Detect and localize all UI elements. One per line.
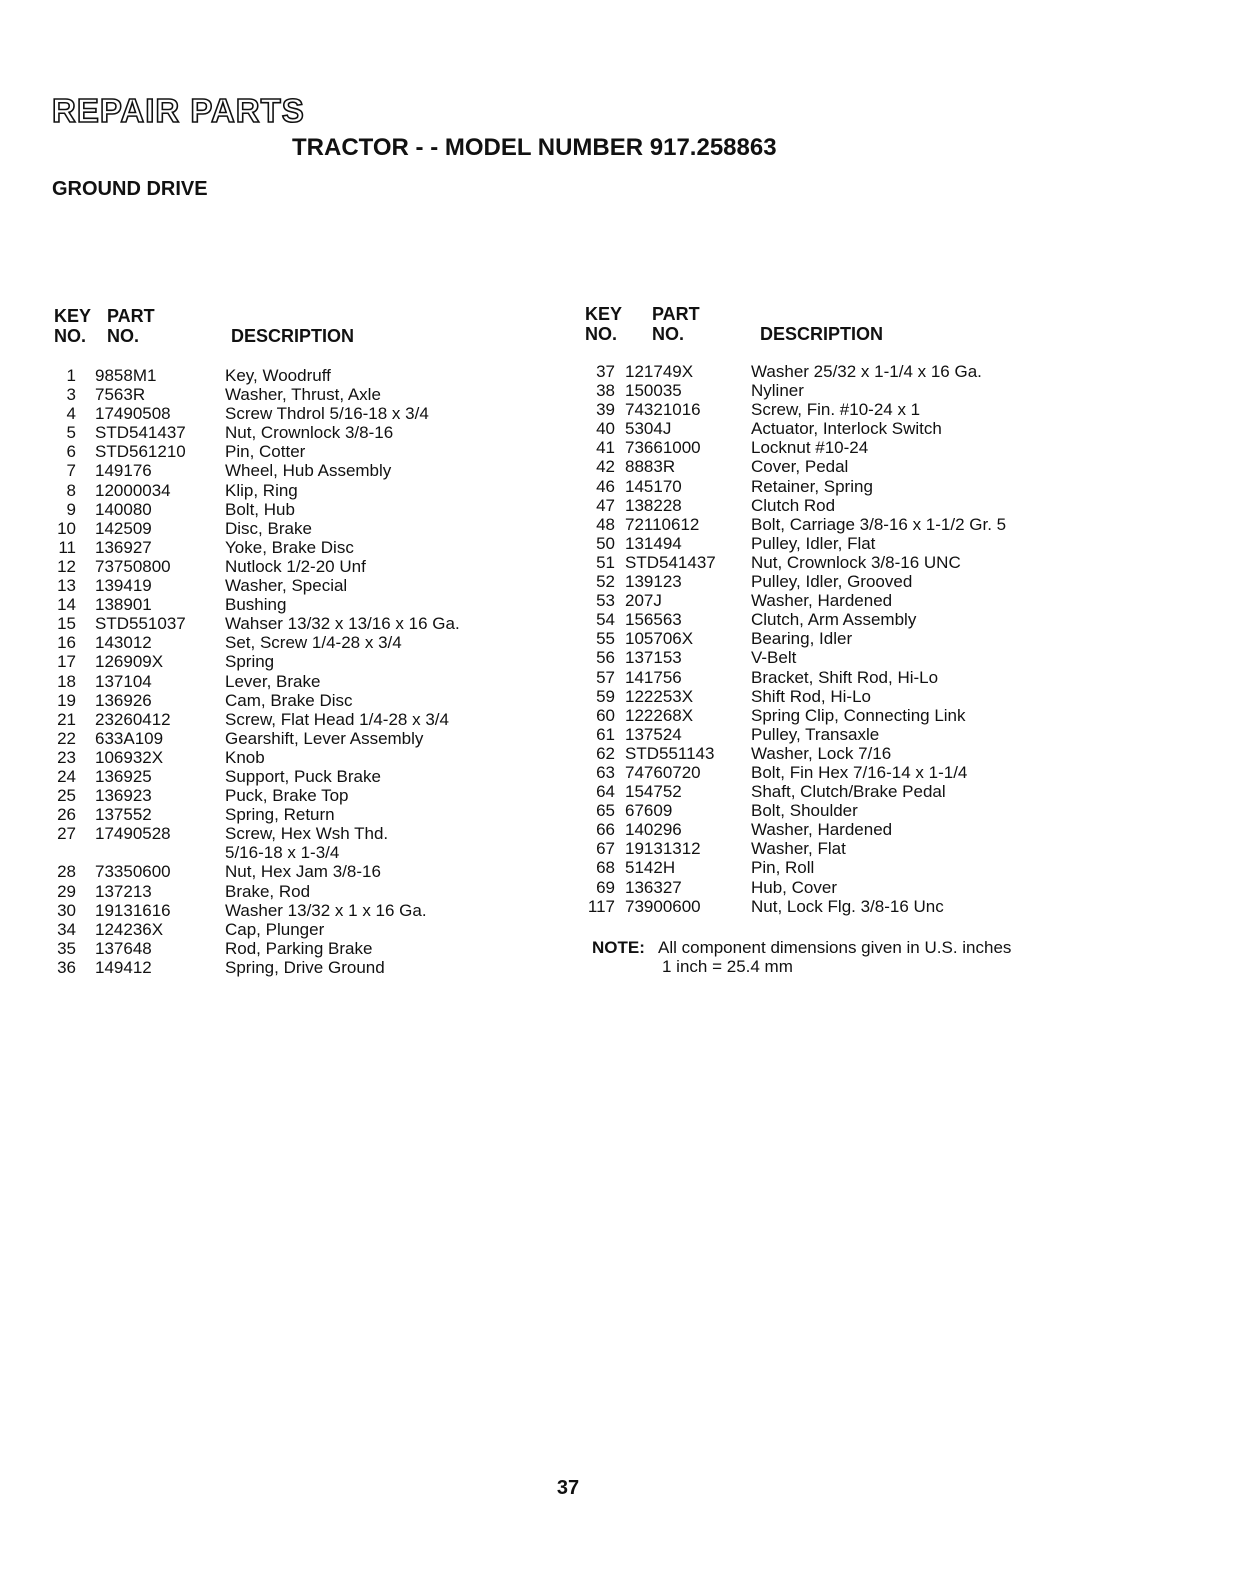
part-number: 17490508: [95, 404, 171, 424]
section-title: GROUND DRIVE: [52, 178, 208, 200]
part-description: Bolt, Hub: [225, 499, 295, 519]
part-number: 5142H: [625, 858, 676, 878]
part-description: Clutch Rod: [751, 495, 836, 515]
part-number: 139419: [95, 576, 152, 596]
part-row: [583, 629, 1006, 648]
part-row: [583, 706, 1006, 725]
part-description: Bolt, Fin Hex 7/16-14 x 1-1/4: [751, 762, 968, 782]
part-description: Support, Puck Brake: [225, 766, 381, 786]
part-row: [583, 515, 1006, 534]
part-number: 19131616: [95, 900, 171, 920]
key-number: 16: [57, 633, 76, 653]
part-description: Spring Clip, Connecting Link: [751, 705, 966, 725]
part-number: 67609: [625, 801, 673, 821]
key-number: 23: [57, 747, 76, 767]
part-number: 137552: [95, 805, 152, 825]
key-number: 34: [57, 919, 76, 939]
part-number: STD551143: [625, 743, 715, 763]
key-number: 14: [57, 595, 76, 615]
key-number: 4: [66, 404, 76, 424]
right-parts-list: [583, 362, 1006, 916]
part-number: 19131312: [625, 839, 701, 859]
part-description: Set, Screw 1/4-28 x 3/4: [225, 633, 402, 653]
part-description: Knob: [225, 747, 265, 767]
part-description: Spring: [225, 652, 275, 672]
part-description: Pulley, Transaxle: [751, 724, 880, 744]
part-description: Pin, Roll: [751, 858, 815, 878]
part-row: [50, 920, 460, 939]
part-number: 136327: [625, 877, 682, 897]
part-description: Nut, Crownlock 3/8-16: [225, 423, 394, 443]
part-number: 72110612: [625, 514, 700, 534]
part-description: Cap, Plunger: [225, 919, 325, 939]
part-description: Rod, Parking Brake: [225, 938, 373, 958]
part-description: Nyliner: [751, 381, 804, 401]
page-title: REPAIR PARTS: [52, 92, 305, 129]
key-number: 63: [596, 762, 615, 782]
key-number: 62: [596, 743, 615, 763]
part-row: [583, 591, 1006, 610]
part-row: [50, 442, 460, 461]
part-row: [583, 878, 1006, 897]
note-label: NOTE:: [592, 938, 645, 957]
part-description: Bolt, Shoulder: [751, 801, 858, 821]
part-row: [50, 519, 460, 538]
part-row: [50, 614, 460, 633]
key-number: 19: [57, 690, 76, 710]
part-description: Spring, Return: [225, 805, 335, 825]
part-description: Bearing, Idler: [751, 629, 853, 649]
part-row: [583, 858, 1006, 877]
part-number: 74321016: [625, 400, 701, 420]
key-number: 17: [57, 652, 76, 672]
part-description: Wheel, Hub Assembly: [225, 461, 392, 481]
part-row: [50, 748, 460, 767]
part-row: [50, 633, 460, 652]
key-number: 36: [57, 957, 76, 977]
part-row: [583, 477, 1006, 496]
key-number: [50, 843, 76, 862]
part-number: 74760720: [625, 762, 701, 782]
note: [592, 938, 1011, 976]
part-row: [50, 538, 460, 557]
part-description: Washer 13/32 x 1 x 16 Ga.: [225, 900, 427, 920]
part-row: [50, 882, 460, 901]
key-number: 22: [57, 728, 76, 748]
key-number: 61: [596, 724, 615, 744]
part-number: 140296: [625, 820, 682, 840]
part-row: [583, 820, 1006, 839]
part-number: 73350600: [95, 862, 171, 882]
key-number: 53: [596, 591, 615, 611]
part-number: 136926: [95, 690, 152, 710]
part-description: Bolt, Carriage 3/8-16 x 1-1/2 Gr. 5: [751, 514, 1007, 534]
key-number: 57: [596, 667, 615, 687]
part-row: [583, 553, 1006, 572]
key-number: 25: [57, 786, 76, 806]
part-row: [50, 691, 460, 710]
part-description: Washer, Special: [225, 576, 348, 596]
part-number: 137153: [625, 648, 682, 668]
part-description: Gearshift, Lever Assembly: [225, 728, 424, 748]
key-number: 5: [66, 423, 76, 443]
part-row: [583, 381, 1006, 400]
key-number: 9: [66, 499, 76, 519]
part-row: [50, 385, 460, 404]
key-number: 51: [596, 552, 615, 572]
part-description: Cam, Brake Disc: [225, 690, 353, 710]
part-description: Yoke, Brake Disc: [225, 537, 354, 557]
part-number: 124236X: [95, 919, 164, 939]
key-number: 69: [596, 877, 615, 897]
key-number: 10: [57, 518, 76, 538]
part-row: [583, 897, 1006, 916]
part-row: [50, 576, 460, 595]
part-number: 136923: [95, 786, 152, 806]
part-number: 145170: [625, 476, 682, 496]
part-row: [583, 496, 1006, 515]
key-number: 37: [596, 362, 615, 381]
key-number: 41: [596, 438, 615, 458]
part-number: 149176: [95, 461, 152, 481]
part-number: 105706X: [625, 629, 694, 649]
key-number: 6: [66, 442, 76, 462]
part-row: [50, 481, 460, 500]
part-row: [583, 534, 1006, 553]
left-key-header: KEY NO.: [54, 306, 92, 346]
part-number: 121749X: [625, 362, 694, 381]
part-row: [50, 824, 460, 843]
key-number: 28: [57, 862, 76, 882]
key-number: 29: [57, 881, 76, 901]
key-number: 47: [596, 495, 615, 515]
part-description: V-Belt: [751, 648, 797, 668]
part-row: [50, 786, 460, 805]
part-number: 12000034: [95, 480, 171, 500]
part-row: [50, 958, 460, 977]
key-number: 65: [596, 801, 615, 821]
part-number: 138228: [625, 495, 682, 515]
part-row: [583, 457, 1006, 476]
part-number: [95, 843, 225, 862]
part-row: [583, 438, 1006, 457]
key-number: 7: [66, 461, 76, 481]
part-row: [50, 901, 460, 920]
key-number: 46: [596, 476, 615, 496]
part-number: 137104: [95, 671, 152, 691]
part-description: Actuator, Interlock Switch: [751, 419, 942, 439]
key-number: 54: [596, 610, 615, 630]
part-number: 7563R: [95, 385, 146, 405]
key-number: 38: [596, 381, 615, 401]
part-description: Retainer, Spring: [751, 476, 873, 496]
part-number: 142509: [95, 518, 152, 538]
part-number: 138901: [95, 595, 152, 615]
key-number: 56: [596, 648, 615, 668]
key-number: 60: [596, 705, 615, 725]
part-description: Nut, Lock Flg. 3/8-16 Unc: [751, 896, 944, 916]
part-description: Screw, Fin. #10-24 x 1: [751, 400, 921, 420]
part-row: [583, 362, 1006, 381]
part-description: Washer, Hardened: [751, 820, 893, 840]
key-number: 52: [596, 572, 615, 592]
part-row: [583, 419, 1006, 438]
part-description: Washer, Hardened: [751, 591, 893, 611]
part-number: 149412: [95, 957, 152, 977]
note-line-1: All component dimensions given in U.S. inches: [658, 938, 1012, 957]
key-number: 42: [596, 457, 615, 477]
part-number: 139123: [625, 572, 682, 592]
part-row: [50, 710, 460, 729]
part-row: [50, 500, 460, 519]
part-description: Nutlock 1/2-20 Unf: [225, 556, 366, 576]
part-row: [50, 672, 460, 691]
part-number: 23260412: [95, 709, 171, 729]
part-row: [50, 862, 460, 881]
key-number: 67: [596, 839, 615, 859]
key-number: 68: [596, 858, 615, 878]
part-row: [583, 610, 1006, 629]
key-number: 12: [57, 556, 76, 576]
part-number: 136925: [95, 766, 152, 786]
part-number: 17490528: [95, 824, 171, 844]
part-number: STD541437: [95, 423, 186, 443]
part-description: Lever, Brake: [225, 671, 321, 691]
part-row: [583, 400, 1006, 419]
part-row: [583, 744, 1006, 763]
part-row: [583, 839, 1006, 858]
part-description: Bracket, Shift Rod, Hi-Lo: [751, 667, 939, 687]
part-number: 150035: [625, 381, 682, 401]
part-row: [583, 763, 1006, 782]
part-number: 5304J: [625, 419, 672, 439]
part-description: Klip, Ring: [225, 480, 298, 500]
key-number: 27: [57, 824, 76, 844]
part-description: Puck, Brake Top: [225, 786, 349, 806]
part-description: 5/16-18 x 1-3/4: [225, 843, 340, 863]
key-number: 50: [596, 533, 615, 553]
part-number: 140080: [95, 499, 152, 519]
part-row: [583, 572, 1006, 591]
part-number: 8883R: [625, 457, 676, 477]
part-description: Washer, Flat: [751, 839, 846, 859]
part-description: Bushing: [225, 595, 287, 615]
part-description: Shaft, Clutch/Brake Pedal: [751, 782, 946, 802]
part-number: STD551037: [95, 614, 186, 634]
part-row: [583, 725, 1006, 744]
part-description: Hub, Cover: [751, 877, 837, 897]
part-description: Washer, Thrust, Axle: [225, 385, 381, 405]
part-description: Nut, Crownlock 3/8-16 UNC: [751, 552, 961, 572]
part-description: Clutch, Arm Assembly: [751, 610, 917, 630]
part-row: [50, 843, 460, 862]
part-description: Washer, Lock 7/16: [751, 743, 892, 763]
key-number: 64: [596, 782, 615, 802]
part-row: [50, 557, 460, 576]
key-number: 40: [596, 419, 615, 439]
part-description: Pulley, Idler, Flat: [751, 533, 876, 553]
part-description: Wahser 13/32 x 13/16 x 16 Ga.: [225, 614, 460, 634]
key-number: 30: [57, 900, 76, 920]
part-number: 141756: [625, 667, 682, 687]
part-number: 143012: [95, 633, 152, 653]
part-description: Locknut #10-24: [751, 438, 869, 458]
part-number: STD561210: [95, 442, 186, 462]
part-description: Brake, Rod: [225, 881, 311, 901]
key-number: 26: [57, 805, 76, 825]
right-description-header: DESCRIPTION: [760, 324, 884, 344]
part-description: Screw, Flat Head 1/4-28 x 3/4: [225, 709, 449, 729]
key-number: 35: [57, 938, 76, 958]
part-row: [50, 652, 460, 671]
part-row: [50, 404, 460, 423]
part-row: [50, 805, 460, 824]
part-row: [50, 767, 460, 786]
part-description: Shift Rod, Hi-Lo: [751, 686, 871, 706]
key-number: 11: [58, 537, 76, 557]
part-number: 207J: [625, 591, 662, 611]
part-description: Washer 25/32 x 1-1/4 x 16 Ga.: [751, 362, 982, 381]
key-number: 117: [587, 896, 615, 916]
part-number: 126909X: [95, 652, 164, 672]
key-number: 24: [57, 766, 76, 786]
part-number: 73661000: [625, 438, 701, 458]
key-number: 21: [57, 709, 76, 729]
key-number: 59: [596, 686, 615, 706]
key-number: 13: [57, 576, 76, 596]
part-row: [583, 782, 1006, 801]
key-number: 66: [596, 820, 615, 840]
part-row: [583, 801, 1006, 820]
page-number: 37: [556, 1477, 580, 1499]
part-number: STD541437: [625, 552, 716, 572]
part-description: Screw Thdrol 5/16-18 x 3/4: [225, 404, 429, 424]
note-line-2: 1 inch = 25.4 mm: [662, 957, 793, 976]
part-number: 9858M1: [95, 366, 157, 385]
part-number: 106932X: [95, 747, 164, 767]
part-row: [583, 668, 1006, 687]
key-number: 48: [596, 514, 615, 534]
part-row: [50, 423, 460, 442]
part-number: 137648: [95, 938, 152, 958]
key-number: 8: [66, 480, 76, 500]
part-number: 73750800: [95, 556, 171, 576]
key-number: 1: [66, 366, 76, 385]
part-row: [50, 939, 460, 958]
key-number: 39: [596, 400, 615, 420]
part-row: [583, 687, 1006, 706]
part-row: [50, 729, 460, 748]
part-number: 154752: [625, 782, 682, 802]
part-description: Screw, Hex Wsh Thd.: [225, 824, 389, 844]
part-description: Key, Woodruff: [225, 366, 331, 385]
right-key-header: KEY NO.: [585, 304, 623, 344]
part-description: Spring, Drive Ground: [225, 957, 385, 977]
left-description-header: DESCRIPTION: [231, 326, 355, 346]
part-description: Pin, Cotter: [225, 442, 306, 462]
key-number: 3: [66, 385, 76, 405]
part-description: Pulley, Idler, Grooved: [751, 572, 913, 592]
part-number: 137213: [95, 881, 152, 901]
right-part-header: PART NO.: [652, 304, 700, 344]
part-number: 136927: [95, 537, 152, 557]
part-number: 131494: [625, 533, 682, 553]
model-subtitle: TRACTOR - - MODEL NUMBER 917.258863: [292, 134, 777, 161]
key-number: 55: [596, 629, 615, 649]
part-number: 122268X: [625, 705, 694, 725]
key-number: 18: [57, 671, 76, 691]
part-number: 633A109: [95, 728, 164, 748]
part-number: 73900600: [625, 896, 701, 916]
part-row: [50, 366, 460, 385]
part-description: Cover, Pedal: [751, 457, 849, 477]
part-description: Disc, Brake: [225, 518, 312, 538]
part-number: 122253X: [625, 686, 694, 706]
key-number: 15: [57, 614, 76, 634]
part-row: [50, 461, 460, 480]
part-row: [50, 595, 460, 614]
part-number: 137524: [625, 724, 682, 744]
part-description: Nut, Hex Jam 3/8-16: [225, 862, 381, 882]
left-parts-list: [50, 366, 460, 977]
part-row: [583, 648, 1006, 667]
part-number: 156563: [625, 610, 682, 630]
left-part-header: PART NO.: [107, 306, 155, 346]
